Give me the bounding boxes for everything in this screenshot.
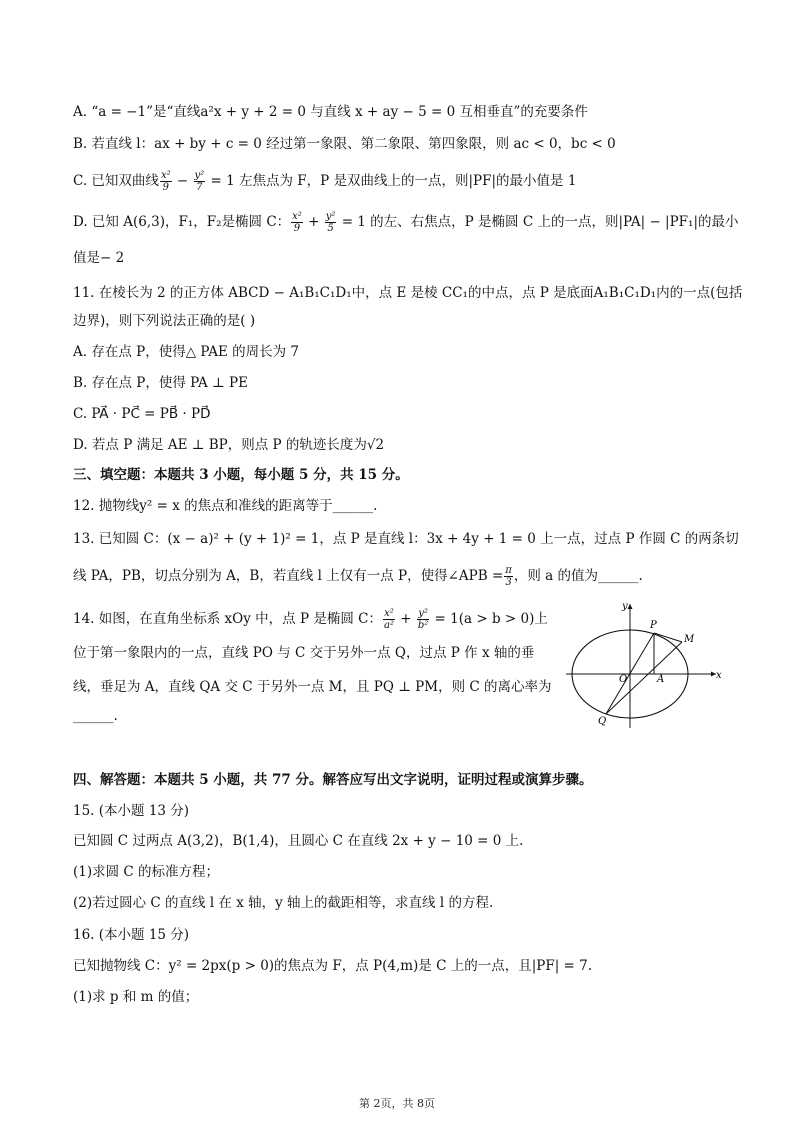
question-15: 已知圆 C 过两点 A(3,2)，B(1,4)，且圆心 C 在直线 2x + y − 10 = 0 上. — [73, 833, 524, 849]
label-y: y — [622, 601, 628, 612]
question-13-cont — [73, 565, 643, 588]
question-13-text-b: ，则 a 的值为______. — [513, 568, 643, 584]
question-16-part-1: (1)求 p 和 m 的值； — [73, 989, 199, 1005]
question-14-cont-3: ______. — [73, 708, 118, 724]
option-11c: C. PA⃗ · PC⃗ = PB⃗ · PD⃗ — [73, 406, 211, 422]
question-11-cont: 边界)，则下列说法正确的是( ) — [73, 313, 256, 329]
option-10d-cont: 值是− 2 — [73, 250, 125, 266]
label-p: P — [650, 620, 657, 631]
fraction-pi-3: $\frac{\pi}{3}$ — [505, 565, 512, 588]
option-11d: D. 若点 P 满足 AE ⊥ BP，则点 P 的轨迹长度为√2 — [73, 437, 385, 453]
section-answer-heading: 四、解答题：本题共 5 小题，共 77 分。解答应写出文字说明，证明过程或演算步骤。 — [73, 772, 593, 788]
fraction-gen-x: $\frac{\text{x²}}{\text{a²}}$ — [383, 608, 394, 631]
label-a: A — [657, 674, 665, 685]
question-16-header: 16. (本小题 15 分) — [73, 927, 190, 943]
option-10b: B. 若直线 l：ax + by + c = 0 经过第一象限、第二象限、第四象限，则 ac < 0，bc < 0 — [73, 136, 616, 152]
option-11a: A. 存在点 P，使得△ PAE 的周长为 7 — [73, 344, 299, 360]
question-14-cont-1: 位于第一象限内的一点，直线 PO 与 C 交于另外一点 Q，过点 P 作 x 轴的垂 — [73, 645, 535, 661]
label-m: M — [684, 634, 695, 645]
fraction-hyp-x: $\frac{\text{x²}}{9}$ — [160, 170, 171, 193]
fraction-gen-y: $\frac{\text{y²}}{\text{b²}}$ — [417, 608, 429, 631]
question-15-part-2: (2)若过圆心 C 的直线 l 在 x 轴，y 轴上的截距相等，求直线 l 的方程. — [73, 895, 494, 911]
fraction-ell-x: $\frac{\text{x²}}{9}$ — [292, 211, 302, 234]
question-14-text-b: = 1(a > b > 0)上 — [434, 611, 548, 627]
question-14-cont-2: 线，垂足为 A，直线 QA 交 C 于另外一点 M，且 PQ ⊥ PM，则 C 的离心率为 — [73, 679, 552, 695]
option-10c-text-a: C. 已知双曲线 — [73, 173, 159, 189]
option-10a: A. “a = −1”是“直线a²x + y + 2 = 0 与直线 x + ay − 5 = 0 互相垂直”的充要条件 — [73, 104, 588, 120]
option-10c-text-b: = 1 左焦点为 F，P 是双曲线上的一点，则|PF|的最小值是 1 — [210, 173, 577, 189]
question-12: 12. 抛物线y² = x 的焦点和准线的距离等于______. — [73, 498, 378, 514]
question-13: 13. 已知圆 C：(x − a)² + (y + 1)² = 1，点 P 是直线 l：3x + 4y + 1 = 0 上一点，过点 P 作圆 C 的两条切 — [73, 531, 739, 547]
section-fill-blank-heading: 三、填空题：本题共 3 小题，每小题 5 分，共 15 分。 — [73, 467, 409, 483]
line-qm — [606, 642, 682, 714]
option-10d-text-a: D. 已知 A(6,3)，F₁，F₂是椭圆 C： — [73, 214, 291, 230]
label-x: x — [716, 670, 722, 681]
question-16: 已知抛物线 C：y² = 2px(p > 0)的焦点为 F，点 P(4,m)是 C 上的一点，且|PF| = 7. — [73, 958, 593, 974]
page-footer: 第 2页，共 8页 — [359, 1097, 435, 1110]
ellipse-diagram — [566, 600, 726, 730]
question-11: 11. 在棱长为 2 的正方体 ABCD − A₁B₁C₁D₁中，点 E 是棱 CC₁的中点，点 P 是底面A₁B₁C₁D₁内的一点(包括 — [73, 285, 743, 301]
question-14-text-a: 14. 如图，在直角坐标系 xOy 中，点 P 是椭圆 C： — [73, 611, 382, 627]
option-10d: D. 已知 A(6,3)，F₁，F₂是椭圆 C： $\frac{\text{x²}}{9}$ + $\frac{\text{y²}}{5}$ = 1 的左、右焦点，P 是椭圆 C 上的一点，则|PA| − |PF₁|的最小 — [73, 211, 739, 234]
question-13-text-a: 线 PA，PB，切点分别为 A，B，若直线 l 上仅有一点 P，使得∠APB = — [73, 568, 504, 584]
fraction-ell-y: $\frac{\text{y²}}{5}$ — [325, 211, 336, 234]
question-14: 14. 如图，在直角坐标系 xOy 中，点 P 是椭圆 C： $\frac{\text{x²}}{\text{a²}}$ + $\frac{\text{y²}}{\text{b²}}$ = 1(a > b > 0)上 — [73, 608, 548, 631]
option-11b: B. 存在点 P，使得 PA ⊥ PE — [73, 375, 248, 391]
fraction-hyp-y: $\frac{\text{y²}}{7}$ — [194, 170, 205, 193]
option-10d-text-b: = 1 的左、右焦点，P 是椭圆 C 上的一点，则|PA| − |PF₁|的最小 — [341, 214, 739, 230]
label-o: O — [619, 674, 628, 685]
question-15-header: 15. (本小题 13 分) — [73, 803, 190, 819]
question-15-part-1: (1)求圆 C 的标准方程； — [73, 864, 220, 880]
y-axis-arrow — [628, 604, 633, 609]
label-q: Q — [598, 716, 607, 727]
option-10c: C. 已知双曲线 $\frac{\text{x²}}{9}$ − $\frac{\text{y²}}{7}$ = 1 左焦点为 F，P 是双曲线上的一点，则|PF|的最小值是 1 — [73, 170, 577, 193]
